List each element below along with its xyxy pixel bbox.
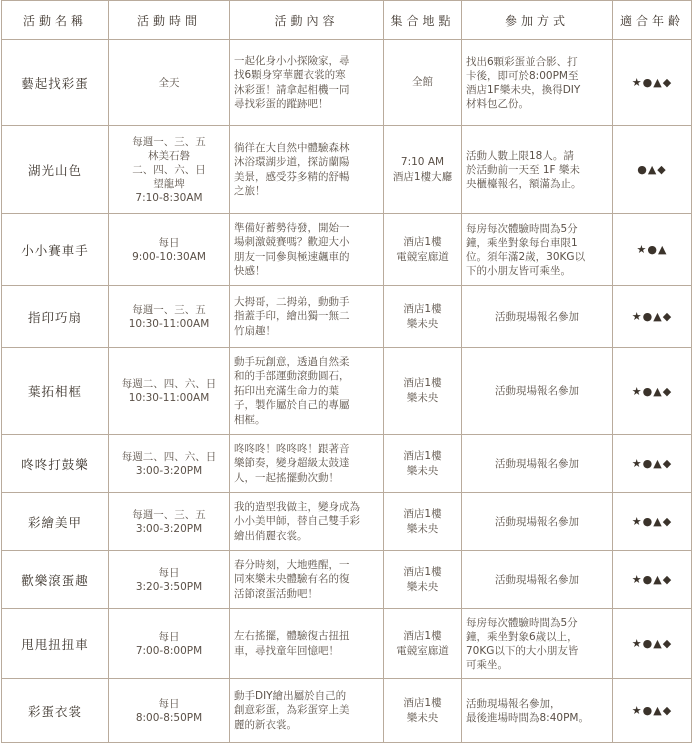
content-line: 之旅！ [234,185,266,197]
activity-name-cell: 咚咚打鼓樂 [2,435,109,493]
content-line: 沐彩蛋！請拿起相機一同 [234,83,350,96]
join-line: 最後進場時間為8:40PM。 [466,711,589,724]
location-line: 酒店1樓 [403,302,442,315]
activity-name-cell: 藝起找彩蛋 [2,40,109,126]
content-line: 美景，感受芬多精的舒暢 [234,170,350,183]
location-line: 樂未央 [406,711,439,724]
join-line: 活動現場報名參加 [495,457,579,470]
join-line: 可乘坐。 [466,658,508,671]
how-to-join-cell [462,679,613,743]
content-line: 場刺激競賽嗎？歡迎大小 [234,236,350,248]
join-line: 位。須年滿2歲，30KG以 [466,250,586,263]
content-line: 相框。 [234,413,266,426]
time-line: 全天 [158,76,180,89]
header-suitable-age: 適合年齡 [613,1,692,40]
meeting-point-cell [384,609,462,679]
location-line: 電競室廊道 [396,250,449,263]
activity-time-cell [109,609,230,679]
content-line: 繪出俏麗衣裳。 [234,529,308,542]
content-line: 找6顆身穿華麗衣裳的寒 [234,69,346,81]
suitable-age-icons: ★●▲◆ [613,435,692,493]
activity-content-cell [230,435,384,493]
content-line: 我的造型我做主，變身成為 [234,500,360,513]
activity-name-cell: 指印巧扇 [2,286,109,348]
content-line: 徜徉在大自然中體驗森林 [234,141,350,154]
header-how-to-join: 參加方式 [462,1,613,40]
table-row [2,679,692,743]
header-meeting-point: 集合地點 [384,1,462,40]
location-line: 全館 [412,76,433,88]
time-line: 3:00-3:20PM [135,464,203,477]
activity-content-cell [230,609,384,679]
activity-time-cell [109,493,230,551]
join-line: 央櫃檯報名，額滿為止。 [466,177,582,190]
activity-time-cell [109,40,230,126]
meeting-point-cell [384,126,462,214]
content-line: 拓印出充滿生命力的葉 [234,384,339,397]
content-line: 動手玩創意，透過自然柔 [234,355,350,368]
suitable-age-icons: ★●▲◆ [613,40,692,126]
content-line: 樂節奏，變身超級太鼓達 [234,457,350,470]
join-line: 活動現場報名參加 [495,515,579,528]
table-row [2,126,692,214]
location-line: 樂未央 [406,522,439,535]
activity-content-cell [230,40,384,126]
location-line: 酒店1樓 [403,565,442,578]
content-line: 咚咚咚！咚咚咚！跟著音 [234,442,350,455]
content-line: 大拇哥，二拇弟，動動手 [234,295,350,308]
content-line: 同來樂未央體驗有名的復 [234,573,350,586]
time-line: 每週一、三、五 [132,135,206,148]
how-to-join-cell [462,286,613,348]
how-to-join-cell [462,126,613,214]
time-line: 8:00-8:50PM [135,711,203,724]
content-line: 子，製作屬於自己的專屬 [234,399,350,412]
suitable-age-icons: ★●▲ [613,214,692,286]
join-line: 70KG以下的大小朋友皆 [466,644,579,657]
content-line: 小小美甲師，替自己雙手彩 [234,515,360,528]
suitable-age-icons: ★●▲◆ [613,286,692,348]
activity-name-cell: 湖光山色 [2,126,109,214]
content-line: 一起化身小小探險家，尋 [234,54,350,67]
meeting-point-cell [384,348,462,435]
time-line: 望龍埤 [153,177,185,190]
join-line: 每房每次體驗時間為5分 [466,222,578,235]
table-row [2,493,692,551]
table-row [2,551,692,609]
activity-content-cell [230,679,384,743]
content-line: 麗的新衣裳。 [234,718,297,731]
header-activity-content: 活動內容 [230,1,384,40]
suitable-age-icons: ★●▲◆ [613,679,692,743]
join-line: 於活動前一天至 1F 樂未 [466,163,580,176]
time-line: 9:00-10:30AM [132,250,206,263]
content-line: 尋找彩蛋的蹤跡吧！ [234,98,329,110]
activity-time-cell [109,214,230,286]
time-line: 每週二、四、六、日 [121,378,217,390]
time-line: 每日 [158,566,180,579]
join-line: 活動現場報名參加 [495,573,579,586]
meeting-point-cell [384,286,462,348]
time-line: 每日 [158,697,180,710]
join-line: 活動人數上限18人。請 [466,149,574,162]
join-line: 卡後，即可於8:00PM至 [466,69,579,82]
suitable-age-icons: ★●▲◆ [613,609,692,679]
activity-name-cell: 小小賽車手 [2,214,109,286]
location-line: 酒店1樓 [403,507,442,520]
time-line: 每週一、三、五 [132,508,206,521]
table-header-row [2,1,692,40]
time-line: 3:20-3:50PM [135,580,203,593]
content-line: 沐浴環湖步道，探訪蘭陽 [234,156,350,168]
activity-content-cell [230,493,384,551]
join-line: 鐘，乘坐對象每台車限1 [466,236,578,249]
how-to-join-cell [462,435,613,493]
time-line: 每週二、四、六、日 [121,450,217,463]
join-line: 活動現場報名參加 [495,310,579,323]
activity-schedule-table [1,0,692,743]
content-line: 指蓋手印，繪出獨一無二 [234,310,350,323]
time-line: 7:10-8:30AM [135,191,203,204]
time-line: 7:00-8:00PM [135,644,203,657]
content-line: 和的手部運動滾動圓石， [234,370,350,383]
content-line: 朋友一同參與極速飆車的 [234,250,350,263]
suitable-age-icons: ★●▲◆ [613,348,692,435]
content-line: 春分時刻，大地甦醒，一 [234,558,350,571]
content-line: 動手DIY繪出屬於自己的 [234,689,347,702]
meeting-point-cell [384,435,462,493]
location-line: 酒店1樓 [403,696,442,709]
how-to-join-cell [462,551,613,609]
location-line: 樂未央 [406,392,439,404]
table-row [2,609,692,679]
activity-content-cell [230,551,384,609]
time-line: 每日 [158,236,180,249]
activity-content-cell [230,126,384,214]
location-line: 7:10 AM [400,155,445,168]
time-line: 每日 [158,630,180,643]
table-row [2,348,692,435]
activity-name-cell: 葉拓相框 [2,348,109,435]
meeting-point-cell [384,679,462,743]
activity-time-cell [109,126,230,214]
activity-name-cell: 甩甩扭扭車 [2,609,109,679]
activity-time-cell [109,679,230,743]
activity-time-cell [109,551,230,609]
time-line: 10:30-11:00AM [128,317,210,330]
activity-name-cell: 彩蛋衣裳 [2,679,109,743]
content-line: 快感！ [234,265,266,277]
suitable-age-icons: ●▲◆ [613,126,692,214]
how-to-join-cell [462,493,613,551]
activity-name-cell: 彩繪美甲 [2,493,109,551]
join-line: 下的小朋友皆可乘坐。 [466,264,571,277]
time-line: 3:00-3:20PM [135,522,203,535]
location-line: 酒店1樓 [403,377,442,389]
time-line: 二、四、六、日 [132,163,206,176]
join-line: 材料包乙份。 [466,97,529,110]
suitable-age-icons: ★●▲◆ [613,551,692,609]
content-line: 人，一起搖擺動次動！ [234,471,339,484]
meeting-point-cell [384,493,462,551]
location-line: 樂未央 [406,580,439,593]
how-to-join-cell [462,609,613,679]
how-to-join-cell [462,348,613,435]
join-line: 酒店1F樂未央，換得DIY [466,83,581,96]
header-activity-time: 活動時間 [109,1,230,40]
content-line: 竹扇趣！ [234,324,276,337]
activity-time-cell [109,435,230,493]
location-line: 樂未央 [406,464,439,477]
activity-time-cell [109,286,230,348]
time-line: 林美石磐 [148,149,190,162]
activity-content-cell [230,286,384,348]
content-line: 車，尋找童年回憶吧！ [234,644,339,657]
join-line: 每房每次體驗時間為5分 [466,616,578,629]
activity-name-cell: 歡樂滾蛋趣 [2,551,109,609]
content-line: 左右搖擺，體驗復古扭扭 [234,630,350,642]
table-row [2,286,692,348]
join-line: 找出6顆彩蛋並合影、打 [466,55,578,68]
location-line: 酒店1樓大廳 [392,170,453,183]
suitable-age-icons: ★●▲◆ [613,493,692,551]
join-line: 活動現場報名參加， [466,697,561,710]
location-line: 電競室廊道 [396,644,449,657]
table-row [2,214,692,286]
join-line: 活動現場報名參加 [495,385,579,397]
time-line: 每週一、三、五 [132,303,206,316]
activity-time-cell [109,348,230,435]
header-activity-name: 活動名稱 [2,1,109,40]
time-line: 10:30-11:00AM [128,392,210,404]
activity-content-cell [230,214,384,286]
location-line: 酒店1樓 [403,235,442,248]
location-line: 樂未央 [406,317,439,330]
location-line: 酒店1樓 [403,449,442,462]
location-line: 酒店1樓 [403,629,442,642]
content-line: 活節滾蛋活動吧！ [234,587,318,600]
content-line: 準備好蓄勢待發，開始一 [234,221,350,234]
table-row [2,40,692,126]
activity-content-cell [230,348,384,435]
join-line: 鐘，乘坐對象6歲以上， [466,630,578,643]
meeting-point-cell [384,40,462,126]
how-to-join-cell [462,214,613,286]
meeting-point-cell [384,551,462,609]
table-row [2,435,692,493]
how-to-join-cell [462,40,613,126]
content-line: 創意彩蛋，為彩蛋穿上美 [234,704,350,717]
meeting-point-cell [384,214,462,286]
